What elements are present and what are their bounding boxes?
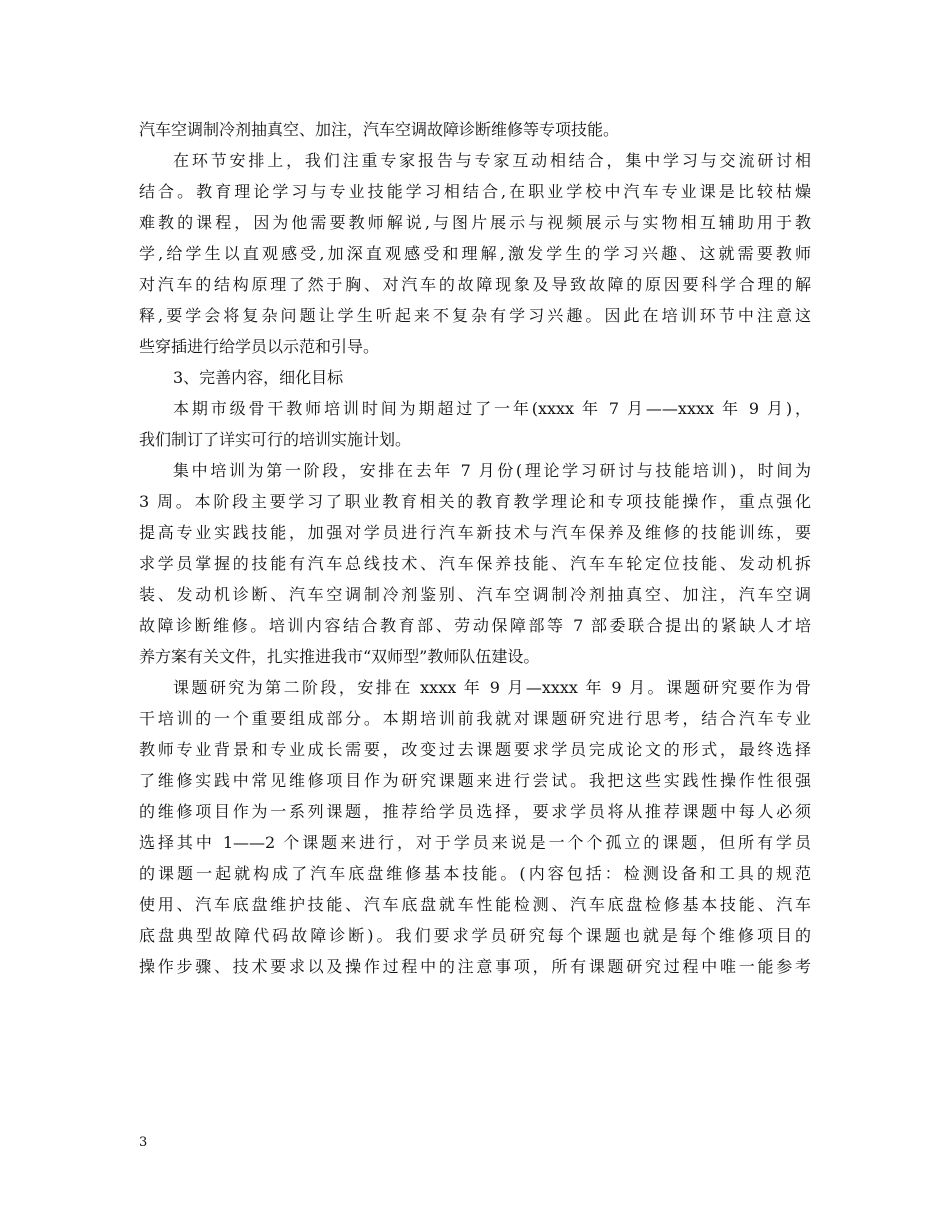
text-line: 我们制订了详实可行的培训实施计划。 bbox=[139, 430, 412, 449]
text-line: 3 周。本阶段主要学习了职业教育相关的教育教学理论和专项技能操作，重点强化 bbox=[139, 492, 811, 511]
text-line: 操作步骤、技术要求以及操作过程中的注意事项，所有课题研究过程中唯一能参考 bbox=[139, 957, 811, 976]
text-line: 对汽车的结构原理了然于胸、对汽车的故障现象及导致故障的原因要科学合理的解 bbox=[139, 275, 811, 294]
text-line: 了维修实践中常见维修项目作为研究课题来进行尝试。我把这些实践性操作性很强 bbox=[139, 771, 811, 790]
text-line: 汽车空调制冷剂抽真空、加注，汽车空调故障诊断维修等专项技能。 bbox=[139, 120, 620, 139]
text-line: 求学员掌握的技能有汽车总线技术、汽车保养技能、汽车车轮定位技能、发动机拆 bbox=[139, 554, 811, 573]
text-line: 的课题一起就构成了汽车底盘维修基本技能。(内容包括：检测设备和工具的规范 bbox=[139, 864, 811, 883]
text-line: 难教的课程，因为他需要教师解说,与图片展示与视频展示与实物相互辅助用于教 bbox=[139, 213, 811, 232]
text-line: 本期市级骨干教师培训时间为期超过了一年(xxxx 年 7 月——xxxx 年 9 月)， bbox=[173, 399, 811, 418]
text-line: 释,要学会将复杂问题让学生听起来不复杂有学习兴趣。因此在培训环节中注意这 bbox=[139, 306, 811, 325]
page-number: 3 bbox=[139, 1135, 148, 1150]
text-line: 结合。教育理论学习与专业技能学习相结合,在职业学校中汽车专业课是比较枯燥 bbox=[139, 182, 811, 201]
text-line: 干培训的一个重要组成部分。本期培训前我就对课题研究进行思考，结合汽车专业 bbox=[139, 709, 811, 728]
text-line: 故障诊断维修。培训内容结合教育部、劳动保障部等 7 部委联合提出的紧缺人才培 bbox=[139, 616, 811, 635]
text-line: 选择其中 1——2 个课题来进行，对于学员来说是一个个孤立的课题，但所有学员 bbox=[139, 833, 811, 852]
text-line: 的维修项目作为一系列课题，推荐给学员选择，要求学员将从推荐课题中每人必须 bbox=[139, 802, 811, 821]
text-line: 些穿插进行给学员以示范和引导。 bbox=[139, 337, 380, 356]
text-line: 学,给学生以直观感受,加深直观感受和理解,激发学生的学习兴趣、这就需要教师 bbox=[139, 244, 811, 263]
text-line: 使用、汽车底盘维护技能、汽车底盘就车性能检测、汽车底盘检修基本技能、汽车 bbox=[139, 895, 811, 914]
text-line: 在环节安排上，我们注重专家报告与专家互动相结合，集中学习与交流研讨相 bbox=[173, 151, 811, 170]
text-line: 底盘典型故障代码故障诊断)。我们要求学员研究每个课题也就是每个维修项目的 bbox=[139, 926, 811, 945]
text-line: 养方案有关文件，扎实推进我市“双师型”教师队伍建设。 bbox=[139, 647, 540, 666]
text-line: 提高专业实践技能，加强对学员进行汽车新技术与汽车保养及维修的技能训练，要 bbox=[139, 523, 811, 542]
text-line: 装、发动机诊断、汽车空调制冷剂鉴别、汽车空调制冷剂抽真空、加注，汽车空调 bbox=[139, 585, 811, 604]
text-line: 教师专业背景和专业成长需要，改变过去课题要求学员完成论文的形式，最终选择 bbox=[139, 740, 811, 759]
text-line: 集中培训为第一阶段，安排在去年 7 月份(理论学习研讨与技能培训)，时间为 bbox=[173, 461, 811, 480]
text-line: 3、完善内容，细化目标 bbox=[173, 368, 344, 387]
body-text bbox=[139, 114, 811, 982]
text-line: 课题研究为第二阶段，安排在 xxxx 年 9 月—xxxx 年 9 月。课题研究要作为骨 bbox=[173, 678, 811, 697]
